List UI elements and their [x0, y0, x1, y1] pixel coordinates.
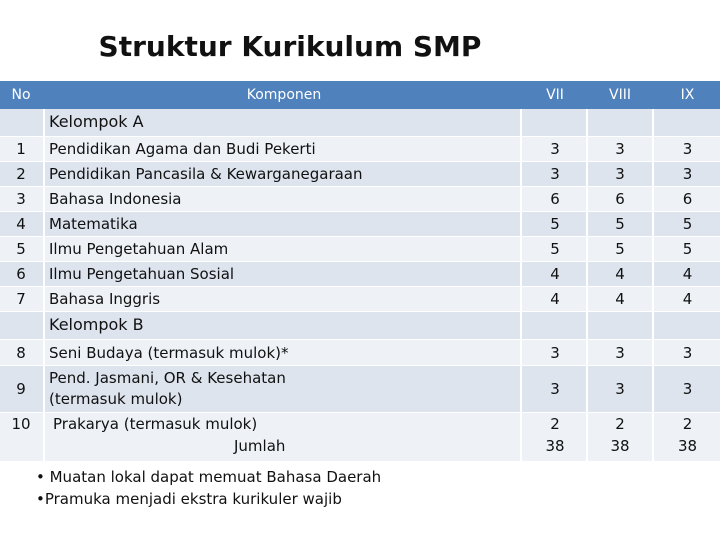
row-ix: 3: [682, 380, 693, 398]
total-vii: 38: [545, 437, 565, 455]
row-viii: 3: [615, 344, 625, 362]
row-viii: 3: [615, 165, 625, 183]
row-komponen: Pendidikan Agama dan Budi Pekerti: [49, 140, 316, 158]
total-viii: 38: [610, 437, 630, 455]
table-row: [0, 212, 720, 237]
footnotes: [36, 466, 381, 510]
column-divider: [586, 109, 588, 483]
group-label: Kelompok A: [49, 112, 144, 131]
row-ix: 5: [682, 240, 693, 258]
footnote-item: • Muatan lokal dapat memuat Bahasa Daerah: [36, 468, 382, 486]
row-viii: 3: [615, 380, 625, 398]
header-viii: VIII: [609, 87, 631, 103]
column-divider: [520, 109, 522, 483]
row-no: 10: [11, 415, 31, 433]
row-vii: 3: [550, 165, 560, 183]
row-ix: 4: [682, 290, 693, 308]
row-no: 5: [16, 240, 26, 258]
row-komponen: Ilmu Pengetahuan Alam: [49, 240, 229, 258]
row-komponen: Seni Budaya (termasuk mulok)*: [49, 344, 289, 362]
column-divider: [652, 109, 654, 483]
row-ix: 3: [682, 165, 693, 183]
footnote-item: •Pramuka menjadi ekstra kurikuler wajib: [36, 490, 342, 508]
row-ix: 4: [682, 265, 693, 283]
table-row: [0, 237, 720, 262]
row-vii: 6: [550, 190, 560, 208]
table-row: [0, 287, 720, 312]
row-no: 2: [16, 165, 26, 183]
row-komponen: Ilmu Pengetahuan Sosial: [49, 265, 235, 283]
header-no: No: [11, 87, 31, 103]
page-title: Struktur Kurikulum SMP: [98, 30, 482, 63]
group-row-kelompok-b: [0, 312, 720, 340]
row-viii: 5: [615, 240, 625, 258]
row-komponen: Pend. Jasmani, OR & Kesehatan: [49, 369, 286, 387]
total-ix: 38: [677, 437, 698, 455]
row-ix: 6: [682, 190, 693, 208]
header-vii: VII: [546, 87, 564, 103]
table-row: [0, 413, 720, 462]
row-viii: 5: [615, 215, 625, 233]
row-viii: 2: [615, 415, 625, 433]
row-vii: 4: [550, 265, 560, 283]
group-label: Kelompok B: [49, 315, 144, 334]
row-vii: 5: [550, 215, 560, 233]
row-ix: 3: [682, 140, 693, 158]
row-viii: 4: [615, 265, 625, 283]
row-vii: 5: [550, 240, 560, 258]
row-vii: 4: [550, 290, 560, 308]
row-vii: 2: [550, 415, 560, 433]
curriculum-table: [0, 81, 720, 462]
table-row: [0, 137, 720, 162]
row-no: 1: [16, 140, 26, 158]
row-viii: 6: [615, 190, 625, 208]
table-row: [0, 366, 720, 413]
row-no: 9: [16, 380, 26, 398]
row-ix: 3: [682, 344, 693, 362]
row-ix: 5: [682, 215, 693, 233]
column-divider: [43, 109, 45, 483]
table-header: [0, 81, 720, 109]
row-komponen-line2: (termasuk mulok): [49, 390, 183, 408]
row-vii: 3: [550, 140, 560, 158]
row-viii: 3: [615, 140, 625, 158]
group-row-kelompok-a: [0, 109, 720, 137]
row-komponen: Bahasa Inggris: [49, 290, 161, 308]
table-row: [0, 340, 720, 366]
row-komponen: Pendidikan Pancasila & Kewarganegaraan: [49, 165, 363, 183]
header-ix: IX: [680, 87, 695, 103]
row-vii: 3: [550, 380, 560, 398]
row-no: 3: [16, 190, 26, 208]
header-komponen: Komponen: [246, 87, 322, 103]
row-no: 7: [16, 290, 26, 308]
row-vii: 3: [550, 344, 560, 362]
row-ix: 2: [682, 415, 693, 433]
table-row: [0, 262, 720, 287]
row-no: 8: [16, 344, 26, 362]
total-label: Jumlah: [234, 437, 286, 455]
row-no: 6: [16, 265, 26, 283]
row-no: 4: [16, 215, 26, 233]
row-komponen: Prakarya (termasuk mulok): [53, 415, 258, 433]
row-viii: 4: [615, 290, 625, 308]
table-row: [0, 187, 720, 212]
table-row: [0, 162, 720, 187]
row-komponen: Matematika: [49, 215, 138, 233]
row-komponen: Bahasa Indonesia: [49, 190, 182, 208]
